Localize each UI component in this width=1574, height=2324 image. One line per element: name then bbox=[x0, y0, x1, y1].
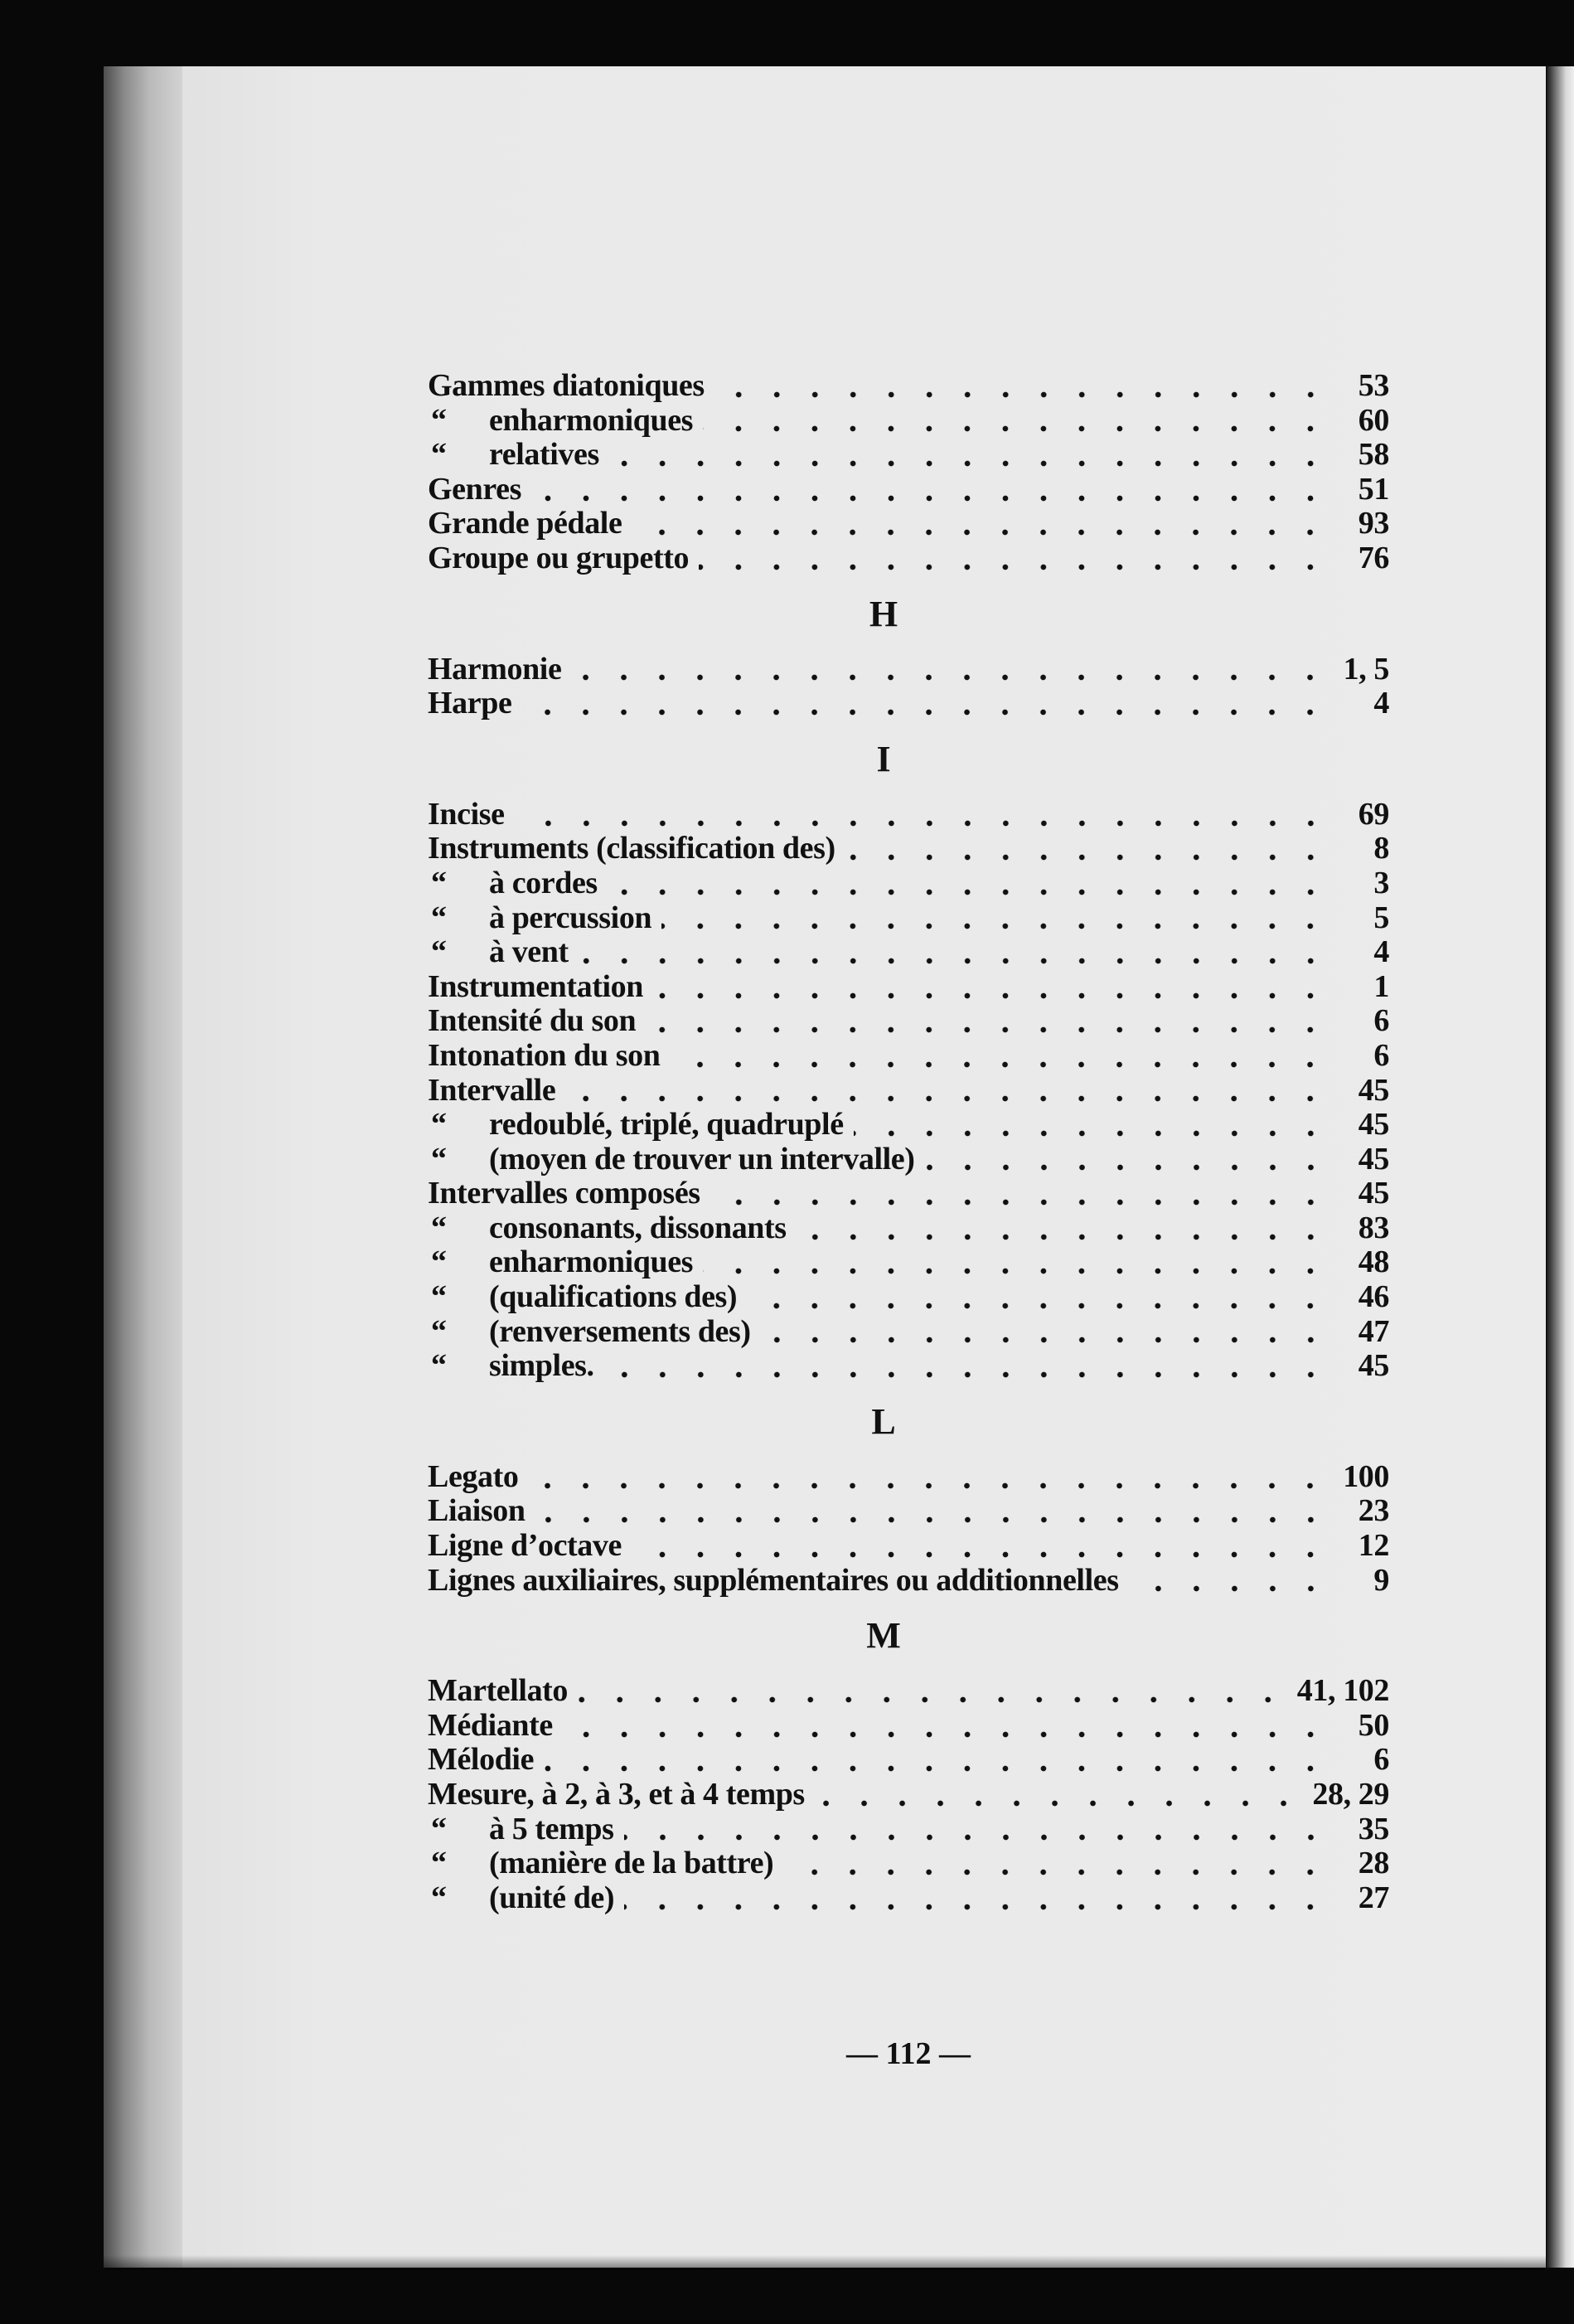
entry-term: Genres bbox=[428, 471, 521, 507]
entry-term-group bbox=[428, 832, 835, 866]
ditto-mark: “ bbox=[431, 402, 447, 438]
entry-term: Groupe ou grupetto bbox=[428, 540, 690, 575]
entry-term: Intonation du son bbox=[428, 1037, 661, 1073]
entry-page-number: 48 bbox=[1358, 1244, 1389, 1280]
entry-page-number: 47 bbox=[1358, 1313, 1389, 1349]
dot-leader bbox=[815, 1799, 1303, 1807]
entry-page-number: 6 bbox=[1373, 1742, 1389, 1778]
index-entry bbox=[428, 832, 1389, 866]
ditto-mark: “ bbox=[431, 1141, 447, 1177]
entry-page-number: 4 bbox=[1373, 934, 1389, 970]
entry-page-number: 9 bbox=[1373, 1562, 1389, 1598]
index-listing bbox=[428, 369, 1389, 1915]
section-letter-heading: L bbox=[871, 1400, 896, 1442]
dot-leader bbox=[845, 853, 1329, 861]
page-number-footer: — 112 — bbox=[846, 2036, 971, 2071]
dot-leader bbox=[783, 1868, 1329, 1876]
entry-term-group bbox=[428, 798, 505, 832]
section-letter-heading: H bbox=[869, 593, 898, 634]
entry-page-number: 1, 5 bbox=[1343, 651, 1389, 687]
entry-term-group bbox=[428, 1074, 555, 1109]
entry-page-number: 35 bbox=[1358, 1811, 1389, 1846]
index-entry bbox=[428, 1245, 1389, 1280]
entry-term-group bbox=[428, 1004, 636, 1039]
entry-term: Ligne d’octave bbox=[428, 1528, 622, 1564]
entry-term-group bbox=[428, 1460, 518, 1495]
ditto-mark: “ bbox=[431, 437, 447, 473]
dot-leader bbox=[670, 1060, 1329, 1069]
entry-term-group bbox=[428, 507, 622, 541]
entry-term: (renversements des) bbox=[489, 1313, 751, 1349]
dot-leader bbox=[925, 1163, 1329, 1172]
index-entry bbox=[428, 1529, 1389, 1564]
entry-page-number: 8 bbox=[1373, 831, 1389, 866]
entry-page-number: 45 bbox=[1358, 1348, 1389, 1384]
ditto-mark: “ bbox=[431, 934, 447, 970]
section-letter-heading: I bbox=[876, 738, 891, 779]
entry-term: consonants, dissonants bbox=[489, 1210, 787, 1245]
dot-leader bbox=[624, 1903, 1329, 1911]
entry-term-group bbox=[428, 901, 651, 936]
section-letter-heading: M bbox=[866, 1615, 901, 1657]
ditto-mark: “ bbox=[431, 1348, 447, 1384]
entry-term: à 5 temps bbox=[489, 1811, 614, 1846]
entry-term: Martellato bbox=[428, 1673, 569, 1709]
entry-term: Instruments (classification des) bbox=[428, 831, 835, 866]
entry-term: Mélodie bbox=[428, 1742, 535, 1778]
index-entry bbox=[428, 507, 1389, 541]
entry-term-group bbox=[428, 1143, 915, 1177]
dot-leader bbox=[571, 673, 1329, 682]
entry-term: simples. bbox=[489, 1348, 594, 1384]
entry-term: Gammes diatoniques bbox=[428, 368, 705, 403]
entry-term-group bbox=[428, 653, 561, 687]
index-entry bbox=[428, 541, 1389, 576]
dot-leader bbox=[521, 708, 1329, 716]
index-entry bbox=[428, 1812, 1389, 1847]
entry-page-number: 93 bbox=[1358, 506, 1389, 541]
entry-term: redoublé, triplé, quadruplé bbox=[489, 1107, 844, 1143]
entry-term-group bbox=[428, 935, 569, 970]
entry-term: relatives bbox=[489, 437, 599, 473]
entry-term-group bbox=[428, 970, 643, 1005]
dot-leader bbox=[578, 1696, 1287, 1704]
entry-term-group bbox=[428, 866, 598, 901]
entry-term-group bbox=[428, 1778, 805, 1812]
ditto-mark: “ bbox=[431, 1107, 447, 1143]
entry-term: à vent bbox=[489, 934, 569, 970]
entry-term-group bbox=[428, 1177, 700, 1211]
ditto-mark: “ bbox=[431, 865, 447, 900]
ditto-mark: “ bbox=[431, 1846, 447, 1881]
entry-page-number: 45 bbox=[1358, 1107, 1389, 1143]
entry-page-number: 53 bbox=[1358, 368, 1389, 403]
dot-leader bbox=[747, 1302, 1329, 1310]
entry-term-group bbox=[428, 687, 511, 721]
entry-term: Intensité du son bbox=[428, 1003, 637, 1039]
dot-leader bbox=[579, 957, 1329, 965]
dot-leader bbox=[761, 1336, 1329, 1344]
dot-leader bbox=[653, 992, 1329, 1000]
entry-term-group bbox=[428, 1743, 534, 1778]
entry-page-number: 45 bbox=[1358, 1072, 1389, 1108]
entry-page-number: 6 bbox=[1373, 1037, 1389, 1073]
entry-page-number: 51 bbox=[1358, 471, 1389, 507]
index-entry bbox=[428, 473, 1389, 507]
entry-term-group bbox=[428, 369, 705, 404]
entry-page-number: 45 bbox=[1358, 1176, 1389, 1211]
index-entry bbox=[428, 653, 1389, 687]
entry-page-number: 4 bbox=[1373, 686, 1389, 721]
entry-term: (qualifications des) bbox=[489, 1279, 738, 1315]
entry-term: Instrumentation bbox=[428, 968, 644, 1004]
dot-leader bbox=[565, 1094, 1329, 1103]
index-entry bbox=[428, 1743, 1389, 1778]
entry-page-number: 3 bbox=[1373, 865, 1389, 900]
dot-leader bbox=[608, 888, 1329, 896]
entry-term-group bbox=[428, 1039, 660, 1074]
entry-term-group bbox=[428, 1674, 568, 1709]
entry-page-number: 60 bbox=[1358, 402, 1389, 438]
entry-page-number: 27 bbox=[1358, 1880, 1389, 1915]
entry-term: à cordes bbox=[489, 865, 598, 900]
entry-term: (unité de) bbox=[489, 1880, 615, 1915]
entry-page-number: 58 bbox=[1358, 437, 1389, 473]
index-entry bbox=[428, 1108, 1389, 1143]
entry-term: Médiante bbox=[428, 1707, 553, 1743]
dot-leader bbox=[563, 1730, 1329, 1739]
dot-leader bbox=[544, 1764, 1329, 1773]
entry-page-number: 6 bbox=[1373, 1003, 1389, 1039]
entry-term-group bbox=[428, 1564, 1119, 1599]
entry-page-number: 12 bbox=[1358, 1528, 1389, 1564]
entry-term: (manière de la battre) bbox=[489, 1846, 774, 1881]
entry-page-number: 100 bbox=[1343, 1458, 1389, 1494]
entry-term: Mesure, à 2, à 3, et à 4 temps bbox=[428, 1777, 805, 1812]
index-entry bbox=[428, 1778, 1389, 1812]
dot-leader bbox=[703, 1267, 1329, 1275]
entry-term-group bbox=[428, 473, 521, 507]
index-entry bbox=[428, 1177, 1389, 1211]
dot-leader bbox=[854, 1129, 1329, 1138]
page-bottom-shadow bbox=[104, 2255, 1546, 2270]
entry-term: Legato bbox=[428, 1458, 519, 1494]
entry-term-group bbox=[428, 1881, 614, 1916]
dot-leader bbox=[531, 494, 1329, 502]
entry-term: Intervalle bbox=[428, 1072, 556, 1108]
index-entry bbox=[428, 935, 1389, 970]
entry-page-number: 23 bbox=[1358, 1493, 1389, 1529]
dot-leader bbox=[515, 819, 1329, 827]
entry-term-group bbox=[428, 1280, 737, 1315]
dot-leader bbox=[624, 1833, 1330, 1841]
index-entry bbox=[428, 970, 1389, 1005]
ditto-mark: “ bbox=[431, 1880, 447, 1915]
dot-leader bbox=[661, 922, 1329, 930]
entry-term-group bbox=[428, 1245, 693, 1280]
index-entry bbox=[428, 1039, 1389, 1074]
ditto-mark: “ bbox=[431, 1279, 447, 1315]
entry-term: à percussion bbox=[489, 900, 652, 935]
dot-leader bbox=[604, 1371, 1329, 1379]
index-entry bbox=[428, 1074, 1389, 1109]
entry-page-number: 28 bbox=[1358, 1846, 1389, 1881]
page-right-edge bbox=[1547, 66, 1574, 2268]
entry-term-group bbox=[428, 1315, 751, 1350]
entry-term: Harmonie bbox=[428, 651, 562, 687]
index-entry bbox=[428, 1280, 1389, 1315]
index-entry bbox=[428, 1460, 1389, 1495]
entry-term-group bbox=[428, 438, 599, 473]
index-entry bbox=[428, 1349, 1389, 1384]
entry-term: Grande pédale bbox=[428, 506, 622, 541]
entry-page-number: 50 bbox=[1358, 1707, 1389, 1743]
ditto-mark: “ bbox=[431, 1811, 447, 1846]
index-entry bbox=[428, 687, 1389, 721]
entry-term: Liaison bbox=[428, 1493, 525, 1529]
entry-page-number: 83 bbox=[1358, 1210, 1389, 1245]
entry-page-number: 5 bbox=[1373, 900, 1389, 935]
index-entry bbox=[428, 1211, 1389, 1246]
index-entry bbox=[428, 1846, 1389, 1881]
entry-term: enharmoniques bbox=[489, 1244, 694, 1280]
entry-term-group bbox=[428, 1349, 594, 1384]
entry-page-number: 76 bbox=[1358, 540, 1389, 575]
ditto-mark: “ bbox=[431, 1244, 447, 1280]
entry-term-group bbox=[428, 1709, 553, 1744]
entry-term-group bbox=[428, 404, 693, 439]
dot-leader bbox=[699, 563, 1329, 571]
index-entry bbox=[428, 369, 1389, 404]
index-entry bbox=[428, 798, 1389, 832]
index-entry bbox=[428, 404, 1389, 439]
entry-term: Intervalles composés bbox=[428, 1176, 700, 1211]
entry-term-group bbox=[428, 1812, 614, 1847]
ditto-mark: “ bbox=[431, 1210, 447, 1245]
index-entry bbox=[428, 901, 1389, 936]
entry-term: enharmoniques bbox=[489, 402, 694, 438]
ditto-mark: “ bbox=[431, 1313, 447, 1349]
index-entry bbox=[428, 866, 1389, 901]
index-entry bbox=[428, 1881, 1389, 1916]
dot-leader bbox=[1129, 1584, 1329, 1593]
index-entry bbox=[428, 438, 1389, 473]
entry-term: Lignes auxiliaires, supplémentaires ou additionnelles bbox=[428, 1562, 1119, 1598]
entry-term-group bbox=[428, 1211, 787, 1246]
entry-page-number: 41, 102 bbox=[1296, 1673, 1389, 1709]
index-entry bbox=[428, 1564, 1389, 1599]
dot-leader bbox=[632, 1550, 1329, 1559]
entry-term: (moyen de trouver un intervalle) bbox=[489, 1141, 915, 1177]
entry-term-group bbox=[428, 1529, 622, 1564]
dot-leader bbox=[646, 1026, 1329, 1034]
index-entry bbox=[428, 1494, 1389, 1529]
dot-leader bbox=[528, 1482, 1329, 1490]
book-spine-shadow bbox=[104, 66, 182, 2268]
entry-term-group bbox=[428, 1494, 525, 1529]
entry-page-number: 69 bbox=[1358, 796, 1389, 832]
dot-leader bbox=[714, 391, 1329, 399]
dot-leader bbox=[797, 1233, 1329, 1241]
dot-leader bbox=[710, 1198, 1329, 1206]
entry-term-group bbox=[428, 1846, 773, 1881]
entry-term-group bbox=[428, 541, 689, 576]
dot-leader bbox=[632, 528, 1329, 536]
entry-page-number: 1 bbox=[1373, 968, 1389, 1004]
dot-leader bbox=[703, 425, 1329, 433]
index-entry bbox=[428, 1674, 1389, 1709]
index-entry bbox=[428, 1004, 1389, 1039]
index-entry bbox=[428, 1143, 1389, 1177]
dot-leader bbox=[609, 459, 1329, 468]
entry-term: Incise bbox=[428, 796, 505, 832]
entry-term-group bbox=[428, 1108, 844, 1143]
entry-page-number: 46 bbox=[1358, 1279, 1389, 1315]
entry-page-number: 45 bbox=[1358, 1141, 1389, 1177]
entry-term: Harpe bbox=[428, 686, 512, 721]
index-entry bbox=[428, 1709, 1389, 1744]
index-entry bbox=[428, 1315, 1389, 1350]
entry-page-number: 28, 29 bbox=[1312, 1777, 1389, 1812]
dot-leader bbox=[535, 1516, 1329, 1524]
ditto-mark: “ bbox=[431, 900, 447, 935]
